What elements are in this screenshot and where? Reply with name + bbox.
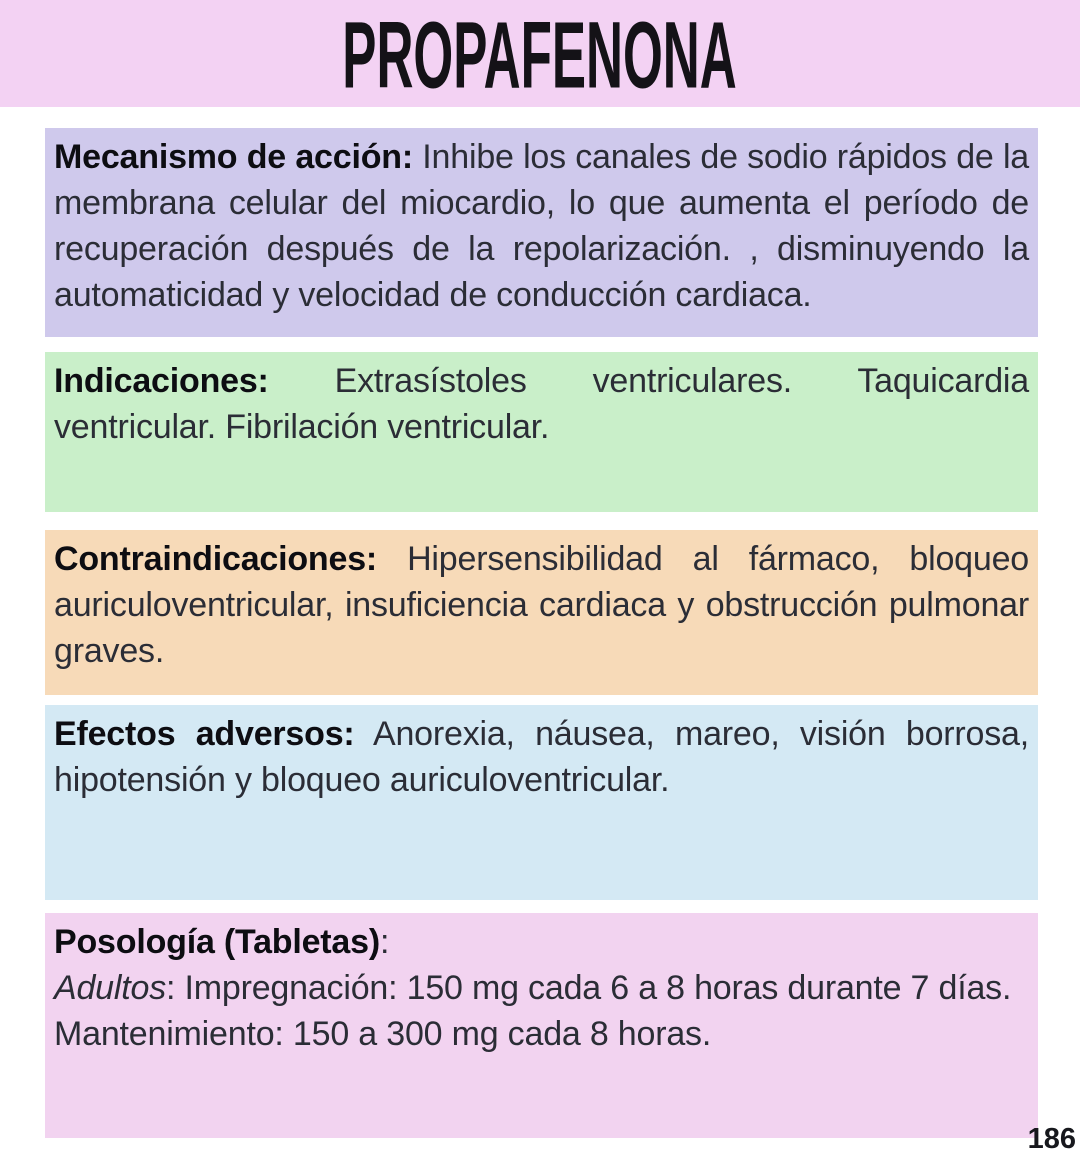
- section-label-indicaciones: Indicaciones:: [54, 362, 269, 400]
- section-indicaciones: [45, 352, 1038, 512]
- section-text-efectos-adversos: Anorexia, náusea, mareo, visión borrosa, hipotensión y bloqueo auriculoventricular.: [54, 715, 1030, 799]
- section-mecanismo-de-accion: [45, 128, 1038, 337]
- posologia-heading-label: Posología (Tabletas): [54, 923, 380, 961]
- section-label-mecanismo: Mecanismo de acción:: [54, 138, 413, 176]
- posologia-adults-text: : Impregnación: 150 mg cada 6 a 8 horas durante 7 días.: [166, 969, 1012, 1007]
- posologia-adults-label: Adultos: [54, 969, 167, 1007]
- section-label-efectos-adversos: Efectos adversos:: [54, 715, 355, 753]
- page-number: 186: [1027, 1123, 1076, 1155]
- section-efectos-adversos: [45, 705, 1038, 900]
- content: [45, 107, 1038, 1138]
- posologia-maintenance-line: Mantenimiento: 150 a 300 mg cada 8 horas.: [54, 1015, 712, 1053]
- section-text-mecanismo: Inhibe los canales de sodio rápidos de la membrana celular del miocardio, lo que aumenta el período de recuperación después de la repolarización. , disminuyendo la automaticidad y velocidad de conducción cardiaca.: [54, 138, 1030, 314]
- section-label-contraindicaciones: Contraindicaciones:: [54, 540, 378, 578]
- posologia-heading: [54, 919, 1029, 965]
- section-text-indicaciones: Extrasístoles ventriculares. Taquicardia ventricular. Fibrilación ventricular.: [54, 362, 1029, 446]
- section-contraindicaciones: [45, 530, 1038, 695]
- posologia-heading-colon: :: [379, 923, 390, 961]
- page-title: PROPAFENONA: [342, 1, 738, 108]
- posologia-adults-line: [54, 965, 1029, 1011]
- section-text-contraindicaciones: Hipersensibilidad al fármaco, bloqueo auriculoventricular, insuficiencia cardiaca y obstrucción pulmonar graves.: [54, 540, 1030, 670]
- header-band: [0, 0, 1080, 107]
- section-posologia: [45, 913, 1038, 1138]
